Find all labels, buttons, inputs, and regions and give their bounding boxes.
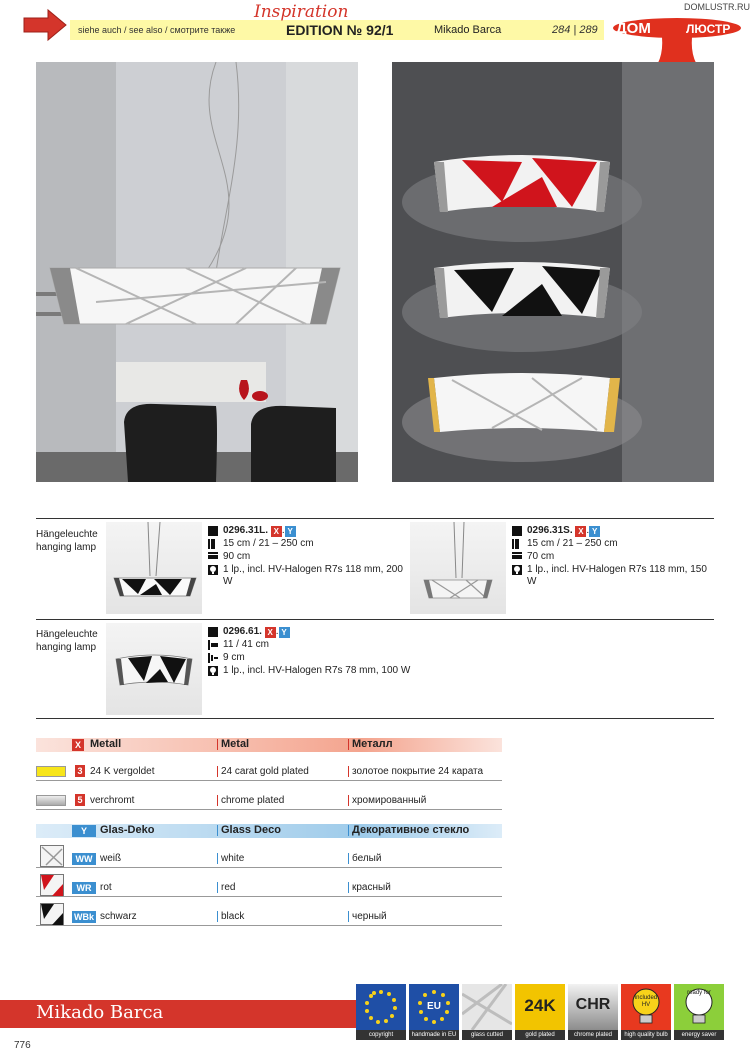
glass-option-tag: Y — [279, 627, 290, 638]
column-separator — [348, 766, 349, 777]
spec-width: 9 cm — [223, 652, 245, 663]
edition-label: EDITION № 92/1 — [286, 22, 394, 38]
badge-caption: energy saver — [674, 1030, 724, 1040]
spec-height: 15 cm / 21 – 250 cm — [223, 538, 314, 549]
spec-width-row — [208, 551, 408, 563]
section-rule — [36, 518, 714, 519]
page-number: 776 — [14, 1040, 31, 1051]
badge-caption: gold plated — [515, 1030, 565, 1040]
badge-chrome-plated — [568, 984, 618, 1040]
spec-bulb-row — [208, 564, 408, 588]
badge-text: 24K — [524, 996, 556, 1015]
column-separator — [217, 739, 218, 750]
glass-en: black — [221, 911, 245, 922]
metal-code: 3 — [75, 765, 85, 777]
spec-height-row — [208, 639, 468, 651]
metal-de: verchromt — [90, 795, 135, 806]
column-separator — [348, 911, 349, 922]
spec-height-row — [208, 538, 408, 550]
spec-bulb-row — [512, 564, 712, 588]
page-references: 284 | 289 — [552, 24, 598, 36]
header-series-name: Mikado Barca — [434, 24, 502, 36]
badge-text: EU — [427, 1001, 441, 1012]
metal-option-tag: X — [271, 526, 282, 537]
badge-caption: glass cutted — [462, 1030, 512, 1040]
product-label-en: hanging lamp — [36, 542, 97, 553]
interior-photo-hanging-lamp — [36, 62, 358, 482]
spec-bulb: 1 lp., incl. HV-Halogen R7s 118 mm, 200 W — [223, 564, 403, 587]
inspiration-label: Inspiration — [254, 2, 349, 22]
column-separator — [217, 853, 218, 864]
spec-bulb-row — [208, 665, 468, 677]
glass-header-ru: Декоративное стекло — [352, 824, 470, 836]
badge-glass-cutted — [462, 984, 512, 1040]
glass-de: rot — [100, 882, 112, 893]
legend-rule — [36, 867, 502, 868]
metal-en: 24 carat gold plated — [221, 766, 309, 777]
product-label — [36, 528, 98, 554]
glass-header-de: Glas-Deko — [100, 824, 155, 836]
glass-de: weiß — [100, 853, 122, 864]
metal-header-en: Metal — [221, 738, 250, 750]
column-separator — [217, 882, 218, 893]
glass-option-tag: Y — [285, 526, 296, 537]
product-code: 0296.31S. — [527, 525, 573, 536]
logo-dom-text: ДОМ — [616, 20, 651, 37]
specs-0296-31l — [208, 525, 408, 589]
gold-swatch — [36, 766, 66, 777]
product-code: 0296.61. — [223, 626, 262, 637]
glass-cut-icon — [462, 984, 512, 1030]
product-label-de: Hängeleuchte — [36, 529, 98, 540]
product-thumbnail-0296-61 — [106, 623, 202, 715]
square-bullet-icon — [208, 526, 218, 536]
metal-key-tag: X — [72, 739, 84, 751]
legend-rule — [36, 925, 502, 926]
legend-rule — [36, 780, 502, 781]
legend-rule — [36, 809, 502, 810]
glass-code: WR — [72, 882, 96, 894]
bulb-icon — [208, 666, 218, 676]
badge-handmade-eu — [409, 984, 459, 1040]
wall-distance-icon — [208, 640, 218, 650]
column-separator — [217, 825, 218, 836]
spec-code-row: 0296.31S. X . Y — [512, 525, 712, 537]
eu-stars-icon — [356, 984, 406, 1030]
spec-bulb: 1 lp., incl. HV-Halogen R7s 78 mm, 100 W — [223, 665, 411, 676]
metal-ru: хромированный — [352, 795, 427, 806]
glass-key-tag: Y — [72, 825, 96, 837]
legend-rule — [36, 896, 502, 897]
metal-ru: золотое покрытие 24 карата — [352, 766, 484, 777]
badge-text: included HV — [634, 995, 658, 1008]
red-arrow-icon — [20, 8, 68, 42]
metal-option-tag: X — [265, 627, 276, 638]
wall-photo-three-lamps — [392, 62, 714, 482]
width-icon — [512, 552, 522, 562]
spec-bulb: 1 lp., incl. HV-Halogen R7s 118 mm, 150 W — [527, 564, 707, 587]
metal-header-de: Metall — [90, 738, 122, 750]
glass-black-swatch — [40, 903, 64, 925]
badge-caption: handmade in EU — [409, 1030, 459, 1040]
column-separator — [348, 882, 349, 893]
glass-white-swatch — [40, 845, 64, 867]
section-rule — [36, 718, 714, 719]
badge-caption: high quality bulb — [621, 1030, 671, 1040]
square-bullet-icon — [208, 627, 218, 637]
glass-ru: белый — [352, 853, 382, 864]
glass-ru: черный — [352, 911, 387, 922]
logo-site-text: DOMLUSTR.RU — [684, 2, 750, 12]
glass-code: WW — [72, 853, 96, 865]
badge-gold-plated — [515, 984, 565, 1040]
spec-width-row — [208, 652, 468, 664]
metal-code: 5 — [75, 794, 85, 806]
spec-width: 90 cm — [223, 551, 251, 562]
glass-red-swatch — [40, 874, 64, 896]
height-icon — [512, 539, 522, 549]
square-bullet-icon — [512, 526, 522, 536]
see-also-label: siehe auch / see also / смотрите также — [78, 25, 236, 35]
badge-text: CHR — [575, 996, 611, 1013]
badge-high-quality-bulb — [621, 984, 671, 1040]
glass-ru: красный — [352, 882, 391, 893]
product-code: 0296.31L. — [223, 525, 269, 536]
glass-code: WBk — [74, 912, 94, 922]
glass-option-tag: Y — [589, 526, 600, 537]
logo-lustr-text: ЛЮСТР — [686, 22, 731, 36]
spec-width-row — [512, 551, 712, 563]
metal-option-tag: X — [575, 526, 586, 537]
badge-energy-saver — [674, 984, 724, 1040]
column-separator — [217, 911, 218, 922]
metal-en: chrome plated — [221, 795, 285, 806]
spec-height: 11 / 41 cm — [223, 639, 269, 650]
bulb-icon — [512, 565, 522, 575]
column-separator — [348, 825, 349, 836]
specs-0296-61 — [208, 626, 468, 678]
footer-series-name: Mikado Barca — [36, 1002, 164, 1023]
product-thumbnail-0296-31s — [410, 522, 506, 614]
glass-de: schwarz — [100, 911, 137, 922]
product-label-en: hanging lamp — [36, 642, 97, 653]
product-thumbnail-0296-31l — [106, 522, 202, 614]
column-separator — [217, 795, 218, 806]
glass-header-en: Glass Deco — [221, 824, 281, 836]
metal-de: 24 K vergoldet — [90, 766, 155, 777]
height-icon — [208, 539, 218, 549]
column-separator — [348, 853, 349, 864]
section-rule — [36, 619, 714, 620]
glass-en: red — [221, 882, 236, 893]
spec-width: 70 cm — [527, 551, 555, 562]
depth-icon — [208, 653, 218, 663]
chrome-swatch — [36, 795, 66, 806]
glass-en: white — [221, 853, 245, 864]
badge-caption: chrome plated — [568, 1030, 618, 1040]
column-separator — [348, 739, 349, 750]
specs-0296-31s — [512, 525, 712, 589]
badge-caption: copyright — [356, 1030, 406, 1040]
product-label — [36, 628, 98, 654]
bulb-icon — [208, 565, 218, 575]
badge-text: ready for — [687, 990, 711, 996]
product-label-de: Hängeleuchte — [36, 629, 98, 640]
badge-copyright — [356, 984, 406, 1040]
spec-code-row: 0296.61. X . Y — [208, 626, 468, 638]
column-separator — [217, 766, 218, 777]
spec-height: 15 cm / 21 – 250 cm — [527, 538, 618, 549]
column-separator — [348, 795, 349, 806]
spec-height-row — [512, 538, 712, 550]
width-icon — [208, 552, 218, 562]
metal-header-ru: Металл — [352, 738, 393, 750]
spec-code-row: 0296.31L. X . Y — [208, 525, 408, 537]
